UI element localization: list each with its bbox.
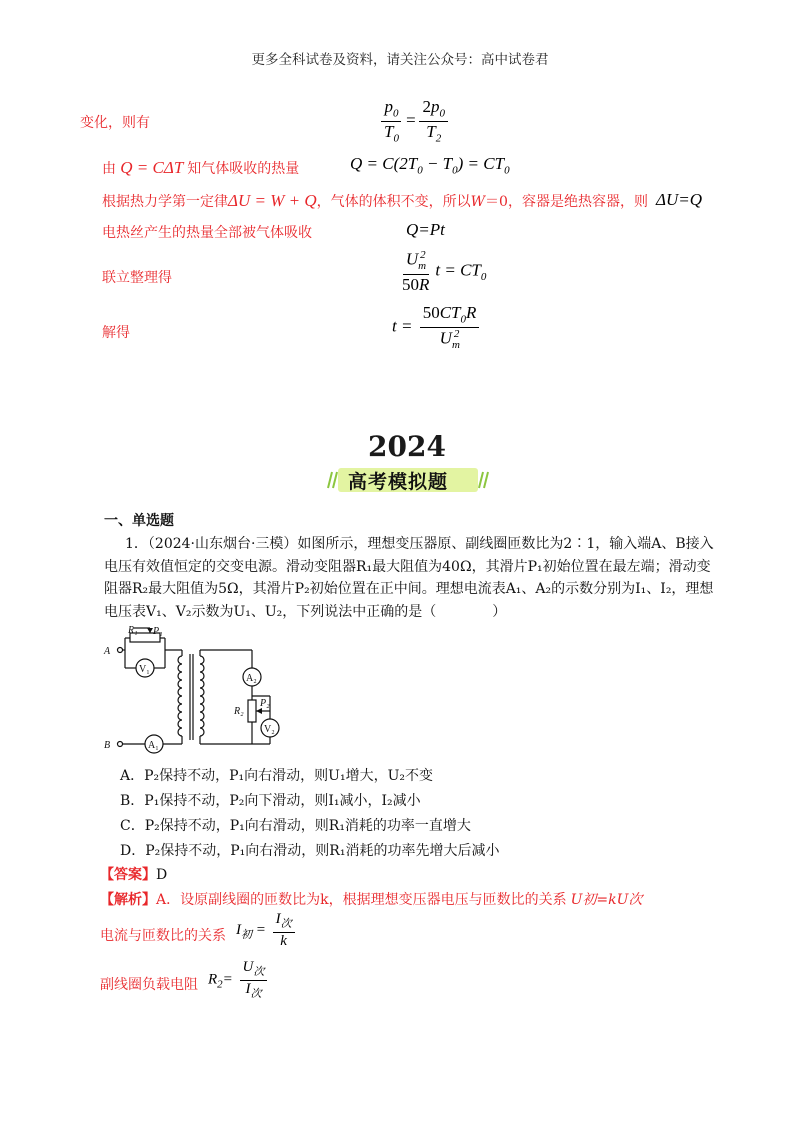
- formula-q-pt: Q=Pt: [406, 220, 445, 239]
- formula-t-result: t = $\frac{50CT_0R}{U_m^2}$: [392, 304, 482, 352]
- formula-r2: $R_2=$ $\frac{U_次}{I_次}$: [208, 960, 270, 1000]
- label-v1: V₁: [139, 664, 150, 675]
- derivation-line-5: 联立整理得: [102, 270, 172, 286]
- formula-p0-t0: $\frac{p_0}{T_0}$ = $\frac{2p_0}{T_2}$: [378, 98, 451, 145]
- label-p1: P₁: [153, 626, 163, 637]
- derivation-line-1: 变化，则有: [80, 115, 150, 131]
- derivation-line-4: 电热丝产生的热量全部被气体吸收: [102, 225, 312, 241]
- page-header: 更多全科试卷及资料，请关注公众号：高中试卷君: [251, 52, 549, 68]
- analysis-formula: U初=kU次: [570, 892, 643, 908]
- derivation-line-2: 由 Q = CΔT 知气体吸收的热量: [102, 158, 300, 177]
- option-d: D．P₂保持不动，P₁向右滑动，则R₁消耗的功率先增大后减小: [120, 843, 500, 859]
- answer-value: D: [156, 867, 168, 883]
- analysis-line: 【解析】A．设原副线圈的匝数比为k，根据理想变压器电压与匝数比的关系 U初=kU次: [100, 892, 643, 908]
- label-r1: R₁: [128, 626, 138, 636]
- label-r2: R₂: [234, 706, 244, 717]
- label-a1: A₁: [148, 740, 159, 751]
- section-heading: 一、单选题: [104, 513, 174, 529]
- derivation-line-3: 根据热力学第一定律ΔU = W + Q，气体的体积不变，所以W＝0，容器是绝热容器，则: [102, 191, 648, 210]
- answer-line: [100, 864, 167, 884]
- label-v2: V₂: [264, 724, 275, 735]
- formula-du-q: ΔU=Q: [656, 190, 703, 209]
- label-b: B: [104, 740, 111, 751]
- label-a: A: [104, 646, 111, 657]
- terminal-b: [118, 742, 123, 747]
- analysis-line-2: 电流与匝数比的关系: [100, 928, 226, 944]
- label-p2: P₂: [260, 698, 270, 709]
- option-c: C．P₂保持不动，P₁向右滑动，则R₁消耗的功率一直增大: [120, 818, 471, 834]
- formula-combined: $\frac{U_m^2}{50R}$ $t = CT_0$: [402, 249, 487, 294]
- resistor-r2: [248, 700, 256, 722]
- banner-year: 2024: [368, 430, 446, 463]
- formula-i-ratio: $I_初$ = $\frac{I_次}{k}$: [236, 912, 298, 949]
- option-b: B．P₁保持不动，P₂向下滑动，则I₁减小，I₂减小: [120, 793, 421, 809]
- banner-subtitle: 高考模拟题: [348, 471, 449, 493]
- question-text: 1．（2024·山东烟台·三模）如图所示，理想变压器原、副线圈匝数比为2∶1，输入端A、B接入电压有效值恒定的交变电源。滑动变阻器R₁最大阻值为40Ω，其滑片P₁初始位置在最左端；滑动变阻器R₂最大阻值为5Ω，其滑片P₂初始位置在正中间。理想电流表A₁、A₂的示数分别为I₁、I₂，理想电压表V₁、V₂示数为U₁、U₂，下列说法中正确的是（ ）: [104, 536, 714, 620]
- option-a: A．P₂保持不动，P₁向右滑动，则U₁增大，U₂不变: [120, 768, 433, 784]
- analysis-label: 【解析】: [100, 892, 156, 908]
- analysis-line-3: 副线圈负载电阻: [100, 977, 198, 993]
- circuit-diagram: [100, 626, 300, 756]
- label-a2: A₂: [246, 673, 257, 684]
- terminal-a: [118, 648, 123, 653]
- formula-q-cdt: $Q = C(2T_0 - T_0) = CT_0$: [350, 154, 510, 177]
- derivation-line-6: 解得: [102, 325, 130, 341]
- answer-label: 【答案】: [100, 867, 156, 883]
